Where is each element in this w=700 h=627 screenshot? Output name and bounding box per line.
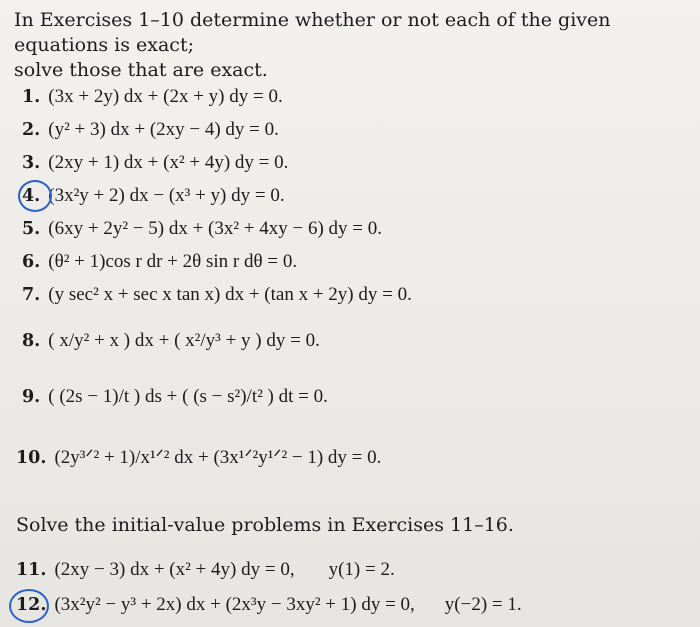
annotation-circle-exercise-4 bbox=[18, 180, 52, 212]
exercise-3 bbox=[22, 150, 288, 176]
exercise-equation: (3x + 2y) dx + (2x + y) dy = 0. bbox=[48, 86, 283, 107]
exercise-8 bbox=[22, 328, 320, 354]
exercise-instructions bbox=[14, 8, 694, 83]
exercise-equation: (2xy + 1) dx + (x² + 4y) dy = 0. bbox=[48, 152, 289, 173]
exercise-equation: (3x²y + 2) dx − (x³ + y) dy = 0. bbox=[48, 185, 285, 206]
exercise-5 bbox=[22, 216, 382, 242]
exercise-number: 5. bbox=[22, 219, 41, 239]
exercise-number: 7. bbox=[22, 285, 41, 305]
exercise-7 bbox=[22, 282, 412, 308]
exercise-9 bbox=[22, 384, 328, 410]
exercise-number: 2. bbox=[22, 120, 41, 140]
instructions-line-2: solve those that are exact. bbox=[14, 59, 268, 81]
exercise-equation: ( x/y² + x ) dx + ( x²/y³ + y ) dy = 0. bbox=[48, 330, 320, 351]
exercise-1 bbox=[22, 84, 283, 110]
exercise-6 bbox=[22, 249, 297, 275]
ivp-instructions: Solve the initial-value problems in Exercises 11–16. bbox=[16, 514, 514, 536]
exercise-12 bbox=[16, 592, 522, 618]
exercise-11 bbox=[16, 557, 395, 583]
annotation-circle-exercise-12 bbox=[9, 589, 49, 623]
initial-condition: y(1) = 2. bbox=[328, 559, 395, 580]
exercise-number: 10. bbox=[16, 448, 47, 468]
exercise-equation: (y sec² x + sec x tan x) dx + (tan x + 2y) dy = 0. bbox=[48, 284, 412, 305]
exercise-number: 6. bbox=[22, 252, 41, 272]
exercise-equation: (3x²y² − y³ + 2x) dx + (2x³y − 3xy² + 1) dy = 0, bbox=[54, 594, 415, 615]
exercise-4 bbox=[22, 183, 285, 209]
instructions-line-1: In Exercises 1–10 determine whether or not each of the given equations is exact; bbox=[14, 9, 611, 56]
exercise-number: 1. bbox=[22, 87, 41, 107]
initial-condition: y(−2) = 1. bbox=[444, 594, 522, 615]
exercise-equation: (y² + 3) dx + (2xy − 4) dy = 0. bbox=[48, 119, 279, 140]
exercise-equation: (θ² + 1)cos r dr + 2θ sin r dθ = 0. bbox=[48, 251, 298, 272]
exercise-equation: (2y³ᐟ² + 1)/x¹ᐟ² dx + (3x¹ᐟ²y¹ᐟ² − 1) dy = 0. bbox=[54, 447, 382, 468]
exercise-10 bbox=[16, 445, 381, 471]
exercise-equation: (6xy + 2y² − 5) dx + (3x² + 4xy − 6) dy = 0. bbox=[48, 218, 383, 239]
exercise-number: 12. bbox=[16, 595, 47, 615]
exercise-number: 8. bbox=[22, 331, 41, 351]
exercise-number: 3. bbox=[22, 153, 41, 173]
exercise-number: 11. bbox=[16, 560, 47, 580]
exercise-2 bbox=[22, 117, 279, 143]
exercise-equation: (2xy − 3) dx + (x² + 4y) dy = 0, bbox=[54, 559, 295, 580]
exercise-number: 9. bbox=[22, 387, 41, 407]
exercise-number: 4. bbox=[22, 186, 41, 206]
exercise-equation: ( (2s − 1)/t ) ds + ( (s − s²)/t² ) dt = 0. bbox=[48, 386, 328, 407]
